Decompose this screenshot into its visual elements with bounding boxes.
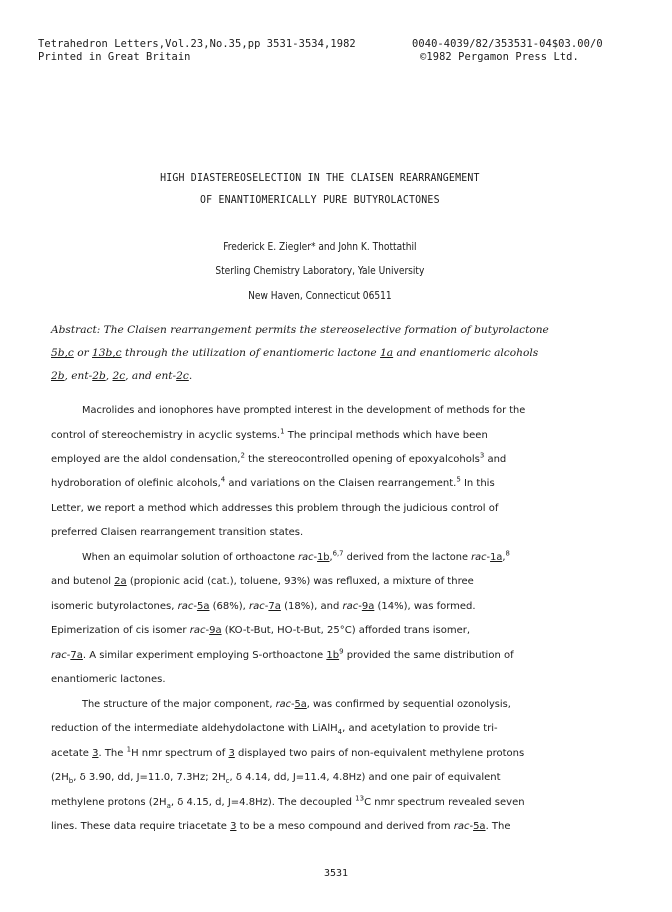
citation-superscript: 4: [220, 475, 226, 484]
compound-ref: 3: [230, 821, 237, 832]
body-text: -: [469, 821, 474, 832]
compound-ref: 9a: [361, 601, 375, 612]
compound-ref: 5a: [294, 699, 307, 710]
body-text: (2H: [51, 772, 69, 783]
compound-ref: 5b,c: [51, 347, 74, 359]
citation-superscript: 6,7: [332, 549, 344, 558]
p1-line-1: Macrolides and ionophores have prompted interest in the development of methods for the: [82, 405, 526, 416]
body-text: (propionic acid (cat.), toluene, 93%) was refluxed, a mixture of three: [126, 576, 474, 587]
body-text: -: [205, 625, 210, 636]
p3-line-5: [51, 796, 621, 810]
p1-line-2: [51, 429, 621, 443]
rac-prefix: rac: [275, 699, 292, 710]
rac-prefix: rac: [189, 625, 206, 636]
body-text: -: [264, 601, 269, 612]
p1-line-6: preferred Claisen rearrangement transition states.: [51, 527, 304, 538]
p1-line-5: Letter, we report a method which addresses this problem through the judicious control of: [51, 503, 499, 514]
abstract-line-2: [51, 346, 621, 360]
rac-prefix: rac: [249, 601, 265, 612]
citation-superscript: 5: [456, 475, 461, 484]
article-code: 0040-4039/82/353531-04$03.00/0: [412, 38, 603, 50]
body-text: lines. These data require triacetate: [51, 821, 231, 832]
body-text: derived from the lactone: [343, 552, 472, 563]
abstract-line-3: [51, 369, 621, 383]
subscript: a: [166, 802, 171, 810]
body-text: ,: [502, 552, 506, 563]
body-text: the stereocontrolled opening of epoxyalcohols: [244, 454, 480, 465]
isotope-superscript: 13: [355, 794, 365, 803]
body-text: . The: [98, 748, 127, 759]
compound-ref: 2b: [92, 370, 106, 382]
citation-superscript: 1: [280, 427, 285, 436]
abstract-text: and enantiomeric alcohols: [393, 347, 539, 359]
compound-ref: 7a: [70, 650, 83, 661]
body-text: (KO-t-But, HO-t-But, 25°C) afforded trans isomer,: [221, 625, 471, 636]
body-text: , δ 4.14, dd, J=11.4, 4.8Hz) and one pair of equivalent: [229, 772, 501, 783]
page-number: 3531: [323, 868, 349, 879]
body-text: ,: [329, 552, 333, 563]
compound-ref: 13b,c: [92, 347, 122, 359]
p2-line-1: [82, 551, 640, 565]
citation-superscript: 2: [240, 451, 245, 460]
p3-line-4: [51, 771, 621, 785]
body-text: In this: [460, 478, 495, 489]
body-text: , δ 4.15, d, J=4.8Hz). The decoupled: [170, 797, 356, 808]
compound-ref: 5a: [196, 601, 210, 612]
body-text: control of stereochemistry in acyclic systems.: [51, 430, 281, 441]
p2-line-5: [51, 649, 621, 663]
journal-citation: Tetrahedron Letters,Vol.23,No.35,pp 3531-3534,1982: [38, 38, 356, 50]
header-left: [38, 38, 356, 64]
body-text: to be a meso compound and derived from: [236, 821, 454, 832]
rac-prefix: rac: [471, 552, 487, 563]
body-text: When an equimolar solution of orthoactone: [82, 552, 299, 563]
author-affiliation: Sterling Chemistry Laboratory, Yale University: [215, 265, 425, 277]
abstract-text: .: [188, 370, 193, 382]
body-text: and: [484, 454, 507, 465]
body-text: -: [193, 601, 197, 612]
printed-in: Printed in Great Britain: [38, 51, 191, 63]
body-text: The structure of the major component,: [82, 699, 276, 710]
body-text: reduction of the intermediate aldehydolactone with LiAlH: [51, 723, 338, 734]
p3-line-2: [51, 722, 621, 736]
compound-ref: 2c: [112, 370, 126, 382]
body-text: . The: [485, 821, 511, 832]
body-text: -: [313, 552, 318, 563]
citation-superscript: 3: [479, 451, 485, 460]
author-address: New Haven, Connecticut 06511: [248, 290, 392, 302]
p2-line-6: enantiomeric lactones.: [51, 674, 166, 685]
rac-prefix: rac: [342, 601, 359, 612]
abstract-text: , ent-: [64, 370, 93, 382]
body-text: (68%),: [209, 601, 250, 612]
article-title-line-2: OF ENANTIOMERICALLY PURE BUTYROLACTONES: [200, 194, 440, 206]
body-text: The principal methods which have been: [284, 430, 488, 441]
p2-line-4: [51, 624, 621, 638]
compound-ref: 3: [92, 748, 99, 759]
body-text: and variations on the Claisen rearrangement.: [225, 478, 457, 489]
abstract-line-1: [51, 323, 621, 337]
rac-prefix: rac: [177, 601, 194, 612]
rac-prefix: rac: [51, 650, 67, 661]
body-text: -: [291, 699, 295, 710]
p1-line-3: [51, 453, 621, 467]
compound-ref: 2b: [51, 370, 65, 382]
header-right: [412, 38, 603, 64]
rac-prefix: rac: [298, 552, 314, 563]
body-text: , was confirmed by sequential ozonolysis,: [306, 699, 511, 710]
compound-ref: 1a: [380, 347, 394, 359]
abstract-text: Abstract: The Claisen rearrangement permits the stereoselective formation of butyrolactone: [51, 324, 549, 336]
body-text: . A similar experiment employing S-orthoactone: [82, 650, 327, 661]
p2-line-3: [51, 600, 621, 614]
body-text: methylene protons (2H: [51, 797, 167, 808]
rac-prefix: rac: [453, 821, 470, 832]
p3-line-6: [51, 820, 621, 834]
article-title-line-1: HIGH DIASTEREOSELECTION IN THE CLAISEN REARRANGEMENT: [160, 172, 480, 184]
body-text: , and acetylation to provide tri-: [342, 723, 498, 734]
abstract-text: ,: [105, 370, 113, 382]
compound-ref: 1b: [326, 650, 340, 661]
compound-ref: 2a: [114, 576, 127, 587]
copyright: ©1982 Pergamon Press Ltd.: [420, 51, 579, 63]
compound-ref: 2c: [176, 370, 189, 382]
body-text: , δ 3.90, dd, J=11.0, 7.3Hz; 2H: [73, 772, 226, 783]
compound-ref: 7a: [268, 601, 281, 612]
body-text: -: [66, 650, 71, 661]
abstract-text: through the utilization of enantiomeric lactone: [121, 347, 381, 359]
body-text: displayed two pairs of non-equivalent methylene protons: [234, 748, 525, 759]
abstract-text: , and ent-: [125, 370, 177, 382]
body-text: Epimerization of cis isomer: [51, 625, 190, 636]
p3-line-3: [51, 747, 621, 761]
compound-ref: 3: [228, 748, 235, 759]
compound-ref: 1b: [317, 552, 330, 563]
body-text: -: [358, 601, 362, 612]
p2-line-2: [51, 575, 621, 589]
citation-superscript: 9: [339, 647, 344, 656]
body-text: employed are the aldol condensation,: [51, 454, 241, 465]
compound-ref: 5a: [473, 821, 486, 832]
body-text: (14%), was formed.: [374, 601, 476, 612]
compound-ref: 9a: [209, 625, 222, 636]
p1-line-4: [51, 477, 621, 491]
isotope-superscript: 1: [126, 745, 132, 754]
p3-line-1: [82, 698, 640, 712]
subscript: b: [68, 777, 74, 785]
body-text: isomeric butyrolactones,: [51, 601, 178, 612]
abstract-text: or: [73, 347, 93, 359]
body-text: provided the same distribution of: [343, 650, 514, 661]
body-text: hydroboration of olefinic alcohols,: [51, 478, 221, 489]
body-text: -: [486, 552, 491, 563]
citation-superscript: 8: [505, 549, 510, 558]
body-text: H nmr spectrum of: [131, 748, 229, 759]
subscript: c: [225, 777, 230, 785]
body-text: and butenol: [51, 576, 115, 587]
body-text: (18%), and: [280, 601, 343, 612]
body-text: C nmr spectrum revealed seven: [364, 797, 525, 808]
subscript: 4: [337, 728, 343, 736]
compound-ref: 1a: [490, 552, 503, 563]
author-names: Frederick E. Ziegler* and John K. Thottathil: [223, 241, 417, 253]
body-text: acetate: [51, 748, 93, 759]
